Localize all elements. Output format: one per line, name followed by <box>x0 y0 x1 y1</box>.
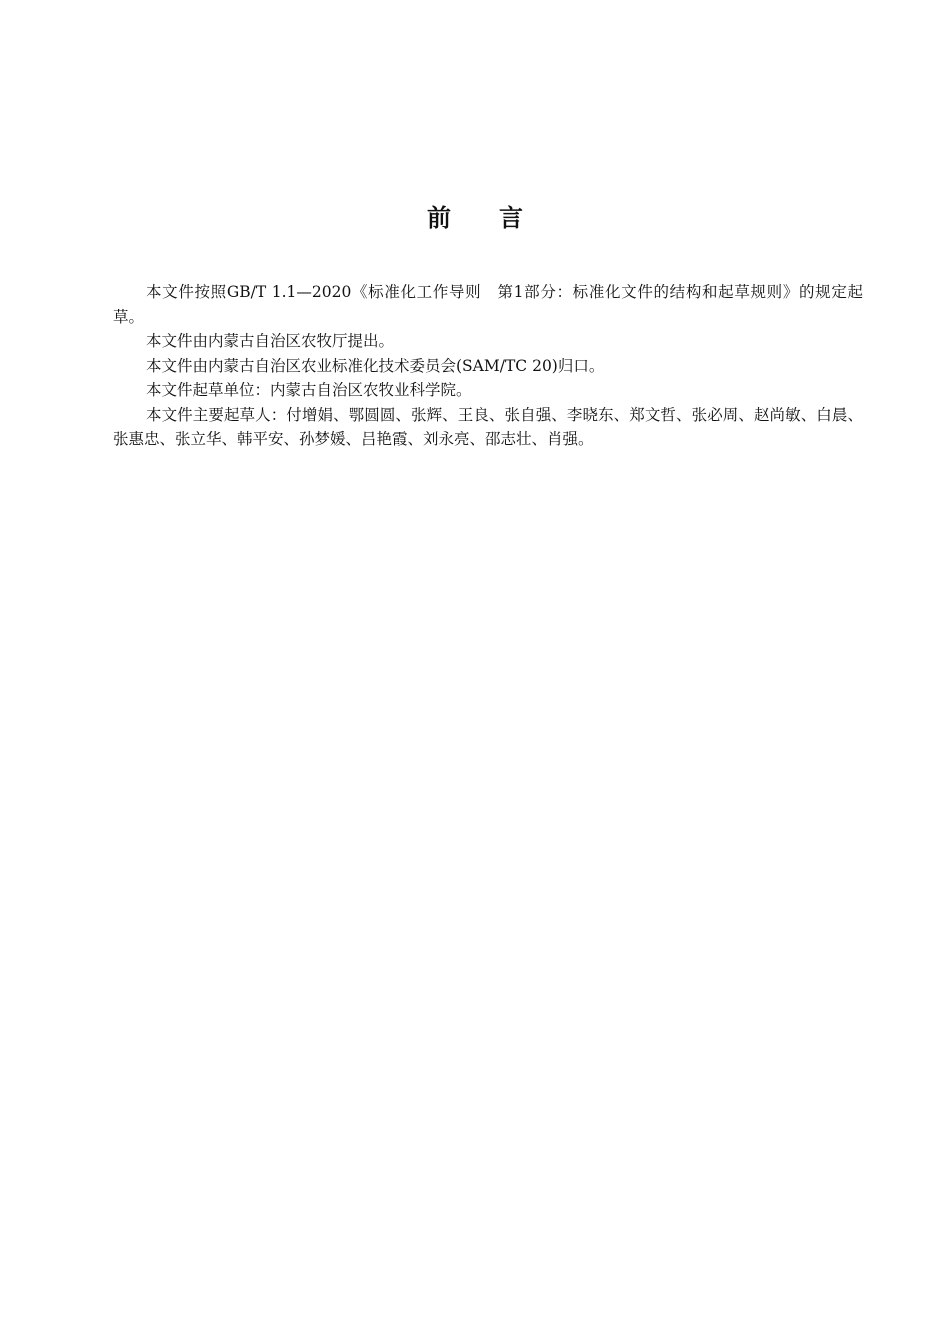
paragraph-drafting-rules: 本文件按照GB/T 1.1—2020《标准化工作导则 第1部分：标准化文件的结构和起草规则》的规定起草。 <box>113 283 863 326</box>
page-title <box>0 200 950 236</box>
paragraph-technical-committee: 本文件由内蒙古自治区农业标准化技术委员会(SAM/TC 20)归口。 <box>146 356 605 375</box>
foreword-body <box>113 280 863 452</box>
paragraph-drafters: 本文件主要起草人：付增娟、鄂圆圆、张辉、王良、张自强、李晓东、郑文哲、张必周、赵尚敏、白晨、张惠忠、张立华、韩平安、孙梦媛、吕艳霞、刘永亮、邵志壮、肖强。 <box>113 405 863 448</box>
paragraph-drafting-unit: 本文件起草单位：内蒙古自治区农牧业科学院。 <box>146 381 472 399</box>
title-char-1: 前 <box>427 204 451 232</box>
paragraph-proposer: 本文件由内蒙古自治区农牧厅提出。 <box>146 332 395 350</box>
title-char-2: 言 <box>499 204 523 232</box>
